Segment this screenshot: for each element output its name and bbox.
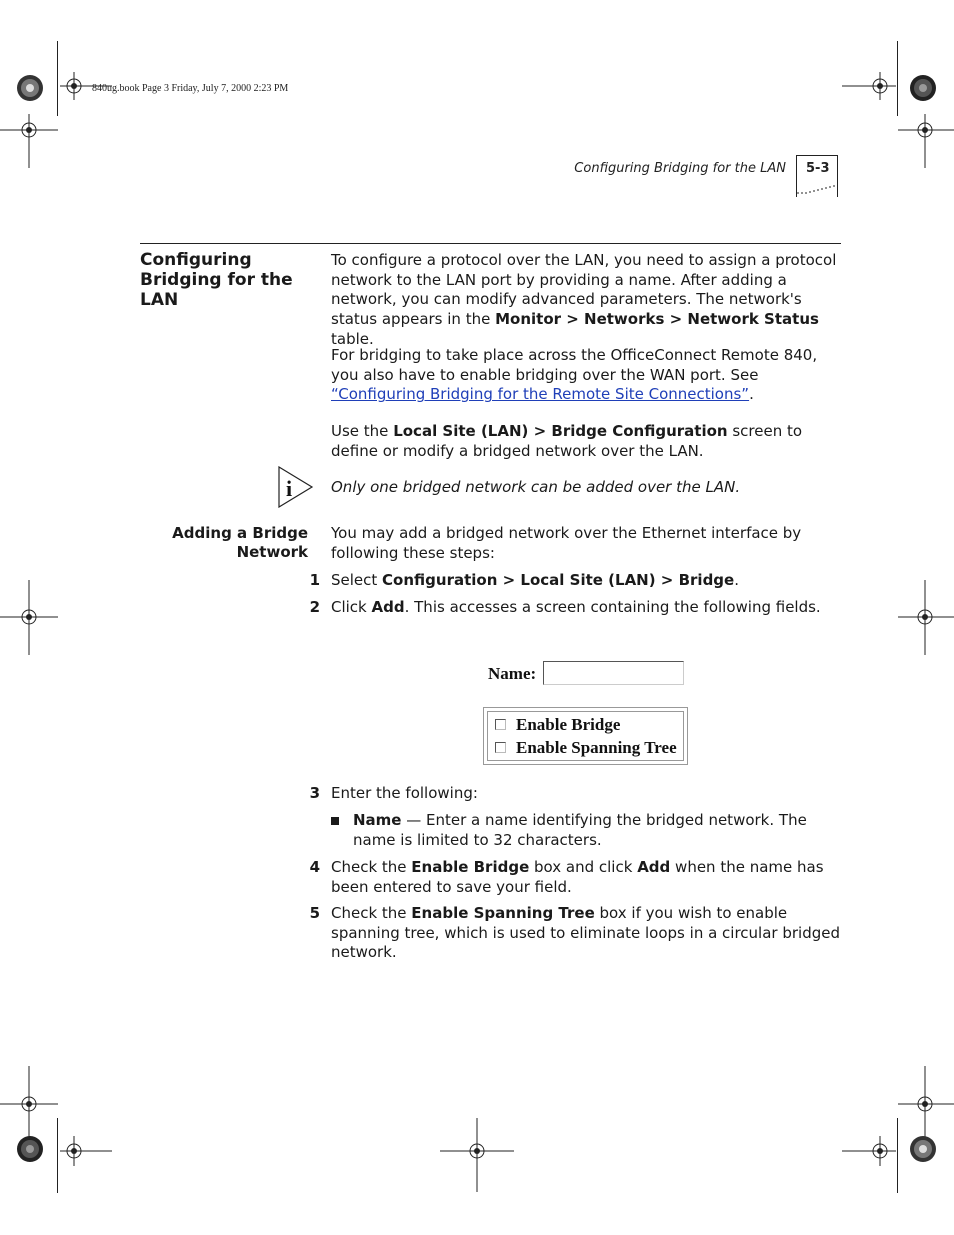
color-target-icon: [909, 1135, 937, 1163]
paragraph-wan: [331, 346, 843, 405]
field-name: Enable Bridge: [411, 858, 530, 876]
step-number: 2: [309, 598, 320, 616]
menu-path: Monitor > Networks > Network Status: [495, 310, 819, 329]
step-number: 5: [309, 904, 320, 922]
button-name: Add: [371, 598, 405, 616]
text: .: [749, 385, 754, 404]
text: Check the: [331, 904, 412, 922]
button-name: Add: [637, 858, 671, 876]
enable-bridge-label: Enable Bridge: [516, 715, 621, 734]
book-stamp: 840ug.book Page 3 Friday, July 7, 2000 2:23 PM: [92, 83, 289, 94]
paragraph-intro: [331, 251, 843, 350]
text: table.: [331, 329, 374, 348]
section-heading: Configuring Bridging for the LAN: [140, 250, 293, 310]
bullet-text: [353, 811, 841, 850]
subsection-intro: You may add a bridged network over the Ethernet interface by following these steps:: [331, 524, 802, 562]
color-target-icon: [16, 1135, 44, 1163]
menu-path: Configuration > Local Site (LAN) > Bridge: [382, 571, 735, 589]
name-input[interactable]: [543, 661, 684, 685]
enable-bridge-checkbox[interactable]: [495, 719, 506, 730]
menu-path: Local Site (LAN) > Bridge Configuration: [393, 422, 728, 440]
bullet-marker: [331, 817, 339, 825]
step-text: [331, 904, 843, 963]
color-target-icon: [909, 74, 937, 102]
info-icon: [278, 466, 314, 508]
field-name: Enable Spanning Tree: [411, 904, 595, 922]
text: .: [734, 571, 739, 589]
page-number: 5-3: [806, 161, 830, 176]
subsection-heading: Adding a Bridge Network: [172, 524, 308, 561]
svg-text:i: i: [286, 476, 293, 501]
text: . This accesses a screen containing the following fields.: [404, 598, 821, 616]
paragraph-bridge-config: [331, 422, 843, 461]
text: box if you wish to enable spanning tree, which is used to eliminate loops in a circular bridged network.: [331, 904, 840, 962]
enable-spanning-tree-label: Enable Spanning Tree: [516, 738, 677, 757]
step-number: 4: [309, 858, 320, 876]
step-text: Enter the following:: [331, 784, 478, 802]
text: To configure a protocol over the LAN, you need to assign a protocol network to the LAN port by providing a name. After adding a network, you can modify advanced parameters. The network's status appears in the: [331, 251, 837, 329]
step-number: 3: [309, 784, 320, 802]
text: when the name has been entered to save your field.: [331, 858, 824, 896]
text: box and click: [529, 858, 638, 876]
text: For bridging to take place across the OfficeConnect Remote 840, you also have to enable bridging over the WAN port. See: [331, 346, 818, 384]
text: Click: [331, 598, 372, 616]
enable-spanning-tree-checkbox[interactable]: [495, 742, 506, 753]
note-text: Only one bridged network can be added over the LAN.: [331, 478, 741, 496]
text: — Enter a name identifying the bridged network. The name is limited to 32 characters.: [353, 811, 807, 849]
name-field-label: Name:: [488, 664, 537, 683]
text: Check the: [331, 858, 412, 876]
term: Name: [353, 811, 402, 829]
color-target-icon: [16, 74, 44, 102]
step-text: [331, 571, 843, 591]
cross-reference-link[interactable]: “Configuring Bridging for the Remote Site Connections”: [331, 385, 750, 404]
section-rule: [140, 243, 841, 244]
text: screen to define or modify a bridged network over the LAN.: [331, 422, 803, 460]
page-tab-dots: [796, 183, 838, 197]
step-text: [331, 858, 843, 897]
text: Select: [331, 571, 383, 589]
running-head: Configuring Bridging for the LAN: [574, 161, 786, 176]
step-number: 1: [309, 571, 320, 589]
text: Use the: [331, 422, 394, 440]
step-text: [331, 598, 843, 618]
